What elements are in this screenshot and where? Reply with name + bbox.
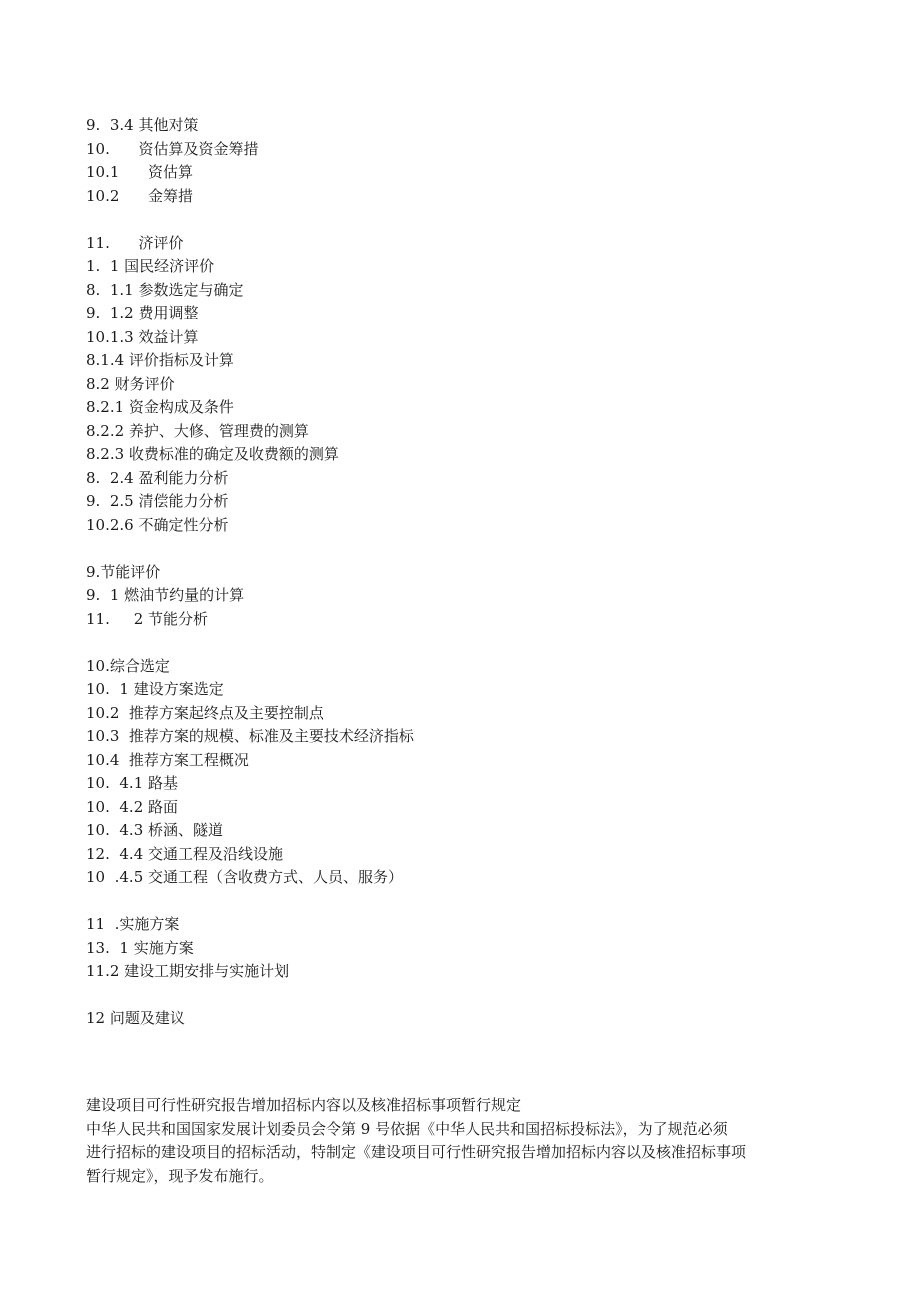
toc-entry: 11. 2 节能分析 bbox=[86, 609, 209, 628]
toc-entry: 10.1 资估算 bbox=[86, 163, 194, 181]
toc-entry: 8.1.4 评价指标及计算 bbox=[86, 351, 234, 369]
toc-entry: 1. 1 国民经济评价 bbox=[86, 257, 215, 275]
regulation-notice bbox=[86, 1094, 846, 1188]
toc-entry: 8.2.3 收费标准的确定及收费额的测算 bbox=[86, 445, 339, 463]
toc-entry: 10. 4.3 桥涵、隧道 bbox=[86, 821, 224, 839]
toc-entry: 11.2 建设工期安排与实施计划 bbox=[86, 962, 290, 980]
section-spacer bbox=[86, 984, 414, 1008]
toc-entry: 8.2.2 养护、大修、管理费的测算 bbox=[86, 421, 309, 440]
toc-entry: 8.2.1 资金构成及条件 bbox=[86, 398, 234, 416]
toc-entry: 13. 1 实施方案 bbox=[86, 938, 194, 957]
toc-entry: 9. 1 燃油节约量的计算 bbox=[86, 586, 245, 604]
section-spacer bbox=[86, 631, 414, 655]
toc-entry: 10.2 金筹措 bbox=[86, 186, 194, 205]
toc-entry: 10. 4.2 路面 bbox=[86, 797, 179, 816]
toc-entry: 10. 4.1 路基 bbox=[86, 774, 179, 792]
notice-body-line: 暂行规定》，现予发布施行。 bbox=[86, 1166, 274, 1185]
toc-entry: 10. 资估算及资金筹措 bbox=[86, 139, 259, 158]
toc-entry: 10.4 推荐方案工程概况 bbox=[86, 750, 249, 769]
section-spacer bbox=[86, 208, 414, 232]
toc-entry: 10. 1 建设方案选定 bbox=[86, 680, 224, 698]
toc-entry: 8. 2.4 盈利能力分析 bbox=[86, 468, 229, 487]
toc-entry: 8.2 财务评价 bbox=[86, 374, 175, 393]
toc-entry: 12 问题及建议 bbox=[86, 1009, 185, 1027]
toc-entry: 10 .4.5 交通工程（含收费方式、人员、服务） bbox=[86, 868, 404, 886]
notice-body-line: 中华人民共和国国家发展计划委员会令第 9 号依据《中华人民共和国招标投标法》，为了规范必须 bbox=[86, 1119, 728, 1138]
toc-entry: 9. 3.4 其他对策 bbox=[86, 116, 199, 134]
toc-entry: 11. 济评价 bbox=[86, 233, 184, 252]
toc-entry: 10.1.3 效益计算 bbox=[86, 327, 199, 346]
toc-entry: 8. 1.1 参数选定与确定 bbox=[86, 280, 244, 299]
toc-entry: 11 .实施方案 bbox=[86, 915, 180, 933]
section-spacer bbox=[86, 537, 414, 561]
toc-entry: 9. 2.5 清偿能力分析 bbox=[86, 492, 229, 510]
toc-entry: 10.3 推荐方案的规模、标准及主要技术经济指标 bbox=[86, 727, 414, 745]
toc-entry: 12. 4.4 交通工程及沿线设施 bbox=[86, 844, 284, 863]
section-spacer bbox=[86, 890, 414, 914]
toc-entry: 10.2 推荐方案起终点及主要控制点 bbox=[86, 703, 324, 722]
toc-entry: 10.2.6 不确定性分析 bbox=[86, 515, 229, 534]
table-of-contents bbox=[86, 114, 414, 1031]
notice-body-line: 进行招标的建设项目的招标活动，特制定《建设项目可行性研究报告增加招标内容以及核准招标事项 bbox=[86, 1143, 747, 1161]
toc-entry: 9.节能评价 bbox=[86, 562, 161, 581]
toc-entry: 10.综合选定 bbox=[86, 656, 170, 675]
notice-title: 建设项目可行性研究报告增加招标内容以及核准招标事项暂行规定 bbox=[86, 1096, 522, 1114]
toc-entry: 9. 1.2 费用调整 bbox=[86, 304, 199, 322]
